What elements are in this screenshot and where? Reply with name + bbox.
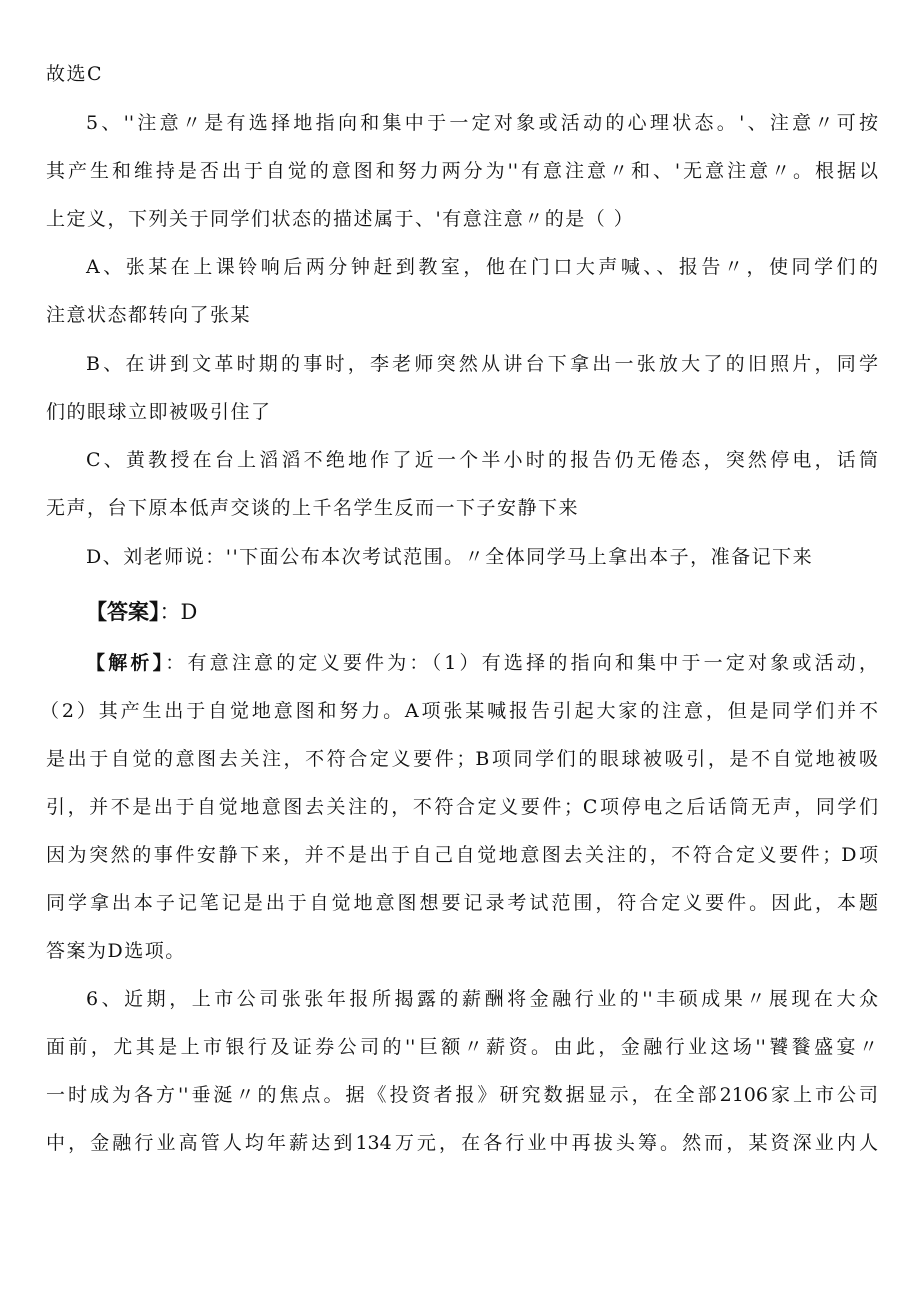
text-line: 中，金融行业高管人均年薪达到134万元，在各行业中再拔头筹。然而，某资深业内人 xyxy=(46,1132,878,1154)
question-5-stem: 5、''注意〃是有选择地指向和集中于一定对象或活动的心理状态。'、注意〃可按 xyxy=(86,112,878,134)
analysis-line xyxy=(86,651,878,675)
text-line: 上定义，下列关于同学们状态的描述属于、'有意注意〃的是（ ） xyxy=(46,208,635,230)
answer-label: 【答案】 xyxy=(86,600,160,624)
text-line: 面前，尤其是上市银行及证券公司的''巨额〃薪资。由此，金融行业这场''饕餮盛宴〃 xyxy=(46,1036,878,1058)
text-line: 无声，台下原本低声交谈的上千名学生反而一下子安静下来 xyxy=(46,497,580,519)
text-line: 故选C xyxy=(46,63,104,85)
text-line: （2）其产生出于自觉地意图和努力。A项张某喊报告引起大家的注意，但是同学们并不 xyxy=(40,700,878,722)
text-line: 是出于自觉的意图去关注，不符合定义要件；B项同学们的眼球被吸引，是不自觉地被吸 xyxy=(46,748,878,770)
text-line: 其产生和维持是否出于自觉的意图和努力两分为''有意注意〃和、'无意注意〃。根据以 xyxy=(46,160,878,182)
option-d: D、刘老师说：''下面公布本次考试范围。〃全体同学马上拿出本子，准备记下来 xyxy=(86,546,814,568)
text-line: 同学拿出本子记笔记是出于自觉地意图想要记录考试范围，符合定义要件。因此，本题 xyxy=(46,892,878,914)
answer-value: ：D xyxy=(159,600,198,624)
option-b: B、在讲到文革时期的事时，李老师突然从讲台下拿出一张放大了的旧照片，同学 xyxy=(86,353,878,375)
option-c: C、黄教授在台上滔滔不绝地作了近一个半小时的报告仍无倦态，突然停电，话筒 xyxy=(86,449,878,471)
question-6-stem: 6、近期，上市公司张张年报所揭露的薪酬将金融行业的''丰硕成果〃展现在大众 xyxy=(86,988,878,1010)
text-line: 因为突然的事件安静下来，并不是出于自己自觉地意图去关注的，不符合定义要件；D项 xyxy=(46,844,878,866)
text-line: 答案为D选项。 xyxy=(46,940,186,962)
analysis-text: ：有意注意的定义要件为：（1）有选择的指向和集中于一定对象或活动， xyxy=(165,652,878,674)
text-line: 一时成为各方''垂涎〃的焦点。据《投资者报》研究数据显示，在全部2106家上市公司 xyxy=(46,1084,878,1106)
text-line: 们的眼球立即被吸引住了 xyxy=(46,401,272,423)
analysis-label: 【解析】 xyxy=(86,652,166,674)
text-line: 注意状态都转向了张某 xyxy=(46,304,252,326)
text-line: 引，并不是出于自觉地意图去关注的，不符合定义要件；C项停电之后话筒无声，同学们 xyxy=(46,796,878,818)
option-a: A、张某在上课铃响后两分钟赶到教室，他在门口大声喊、、报告〃，使同学们的 xyxy=(86,256,878,278)
answer-line xyxy=(86,600,918,624)
